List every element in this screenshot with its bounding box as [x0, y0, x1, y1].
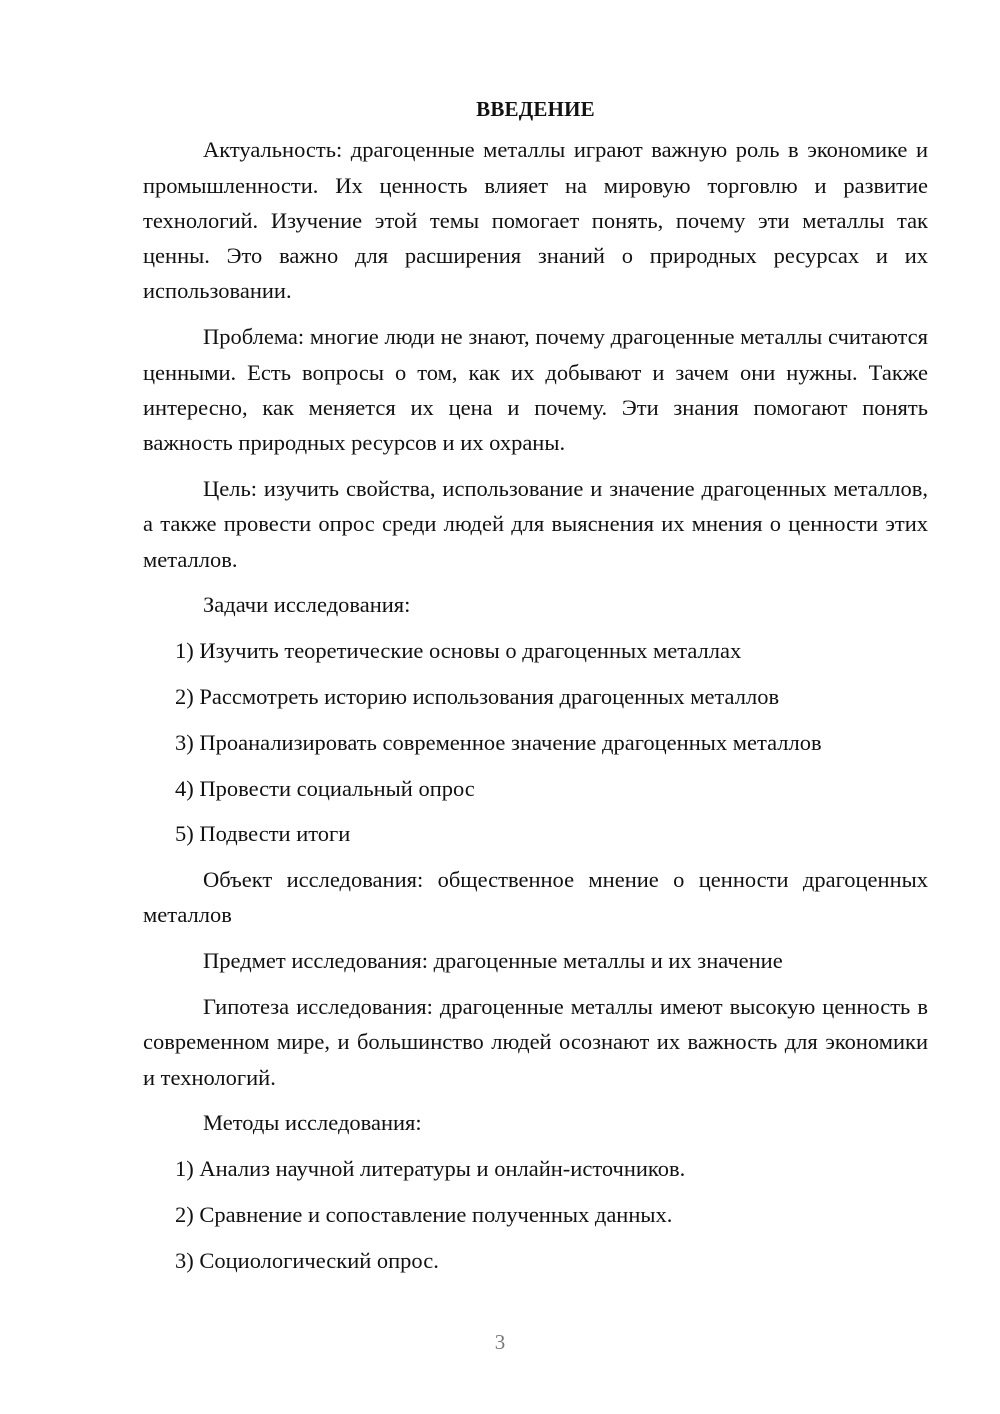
- problem-paragraph: Проблема: многие люди не знают, почему драгоценные металлы считаются ценными. Есть вопросы о том, как их добывают и зачем они нужны. Также интересно, как меняется их цена и почему. Эти знания помогают понять важность природных ресурсов и их охраны.: [143, 324, 928, 456]
- page-number: 3: [494, 1330, 506, 1354]
- task-item: 3) Проанализировать современное значение драгоценных металлов: [175, 729, 822, 755]
- methods-list: [143, 1151, 928, 1278]
- method-item: 1) Анализ научной литературы и онлайн-источников.: [175, 1156, 686, 1182]
- document-page: [143, 92, 928, 1289]
- section-title: ВВЕДЕНИЕ: [476, 97, 595, 121]
- method-item: 3) Социологический опрос.: [175, 1247, 439, 1273]
- subject-paragraph: Предмет исследования: драгоценные металлы и их значение: [203, 948, 783, 974]
- task-item: 4) Провести социальный опрос: [175, 775, 475, 801]
- tasks-list: [143, 633, 928, 851]
- hypothesis-paragraph: Гипотеза исследования: драгоценные металлы имеют высокую ценность в современном мире, и большинство людей осознают их важность для экономики и технологий.: [143, 994, 928, 1090]
- goal-paragraph: Цель: изучить свойства, использование и значение драгоценных металлов, а также провести опрос среди людей для выяснения их мнения о ценности этих металлов.: [143, 475, 928, 572]
- relevance-paragraph: Актуальность: драгоценные металлы играют важную роль в экономике и промышленности. Их ценность влияет на мировую торговлю и развитие технологий. Изучение этой темы помогает понять, почему эти металлы так ценны. Это важно для расширения знаний о природных ресурсах и их использовании.: [143, 137, 928, 304]
- methods-heading: Методы исследования:: [203, 1110, 422, 1136]
- method-item: 2) Сравнение и сопоставление полученных данных.: [175, 1202, 673, 1228]
- task-item: 1) Изучить теоретические основы о драгоценных металлах: [175, 638, 742, 664]
- task-item: 5) Подвести итоги: [175, 821, 351, 847]
- task-item: 2) Рассмотреть историю использования драгоценных металлов: [175, 683, 780, 709]
- tasks-heading: Задачи исследования:: [203, 592, 411, 618]
- object-paragraph: Объект исследования: общественное мнение о ценности драгоценных металлов: [143, 867, 928, 928]
